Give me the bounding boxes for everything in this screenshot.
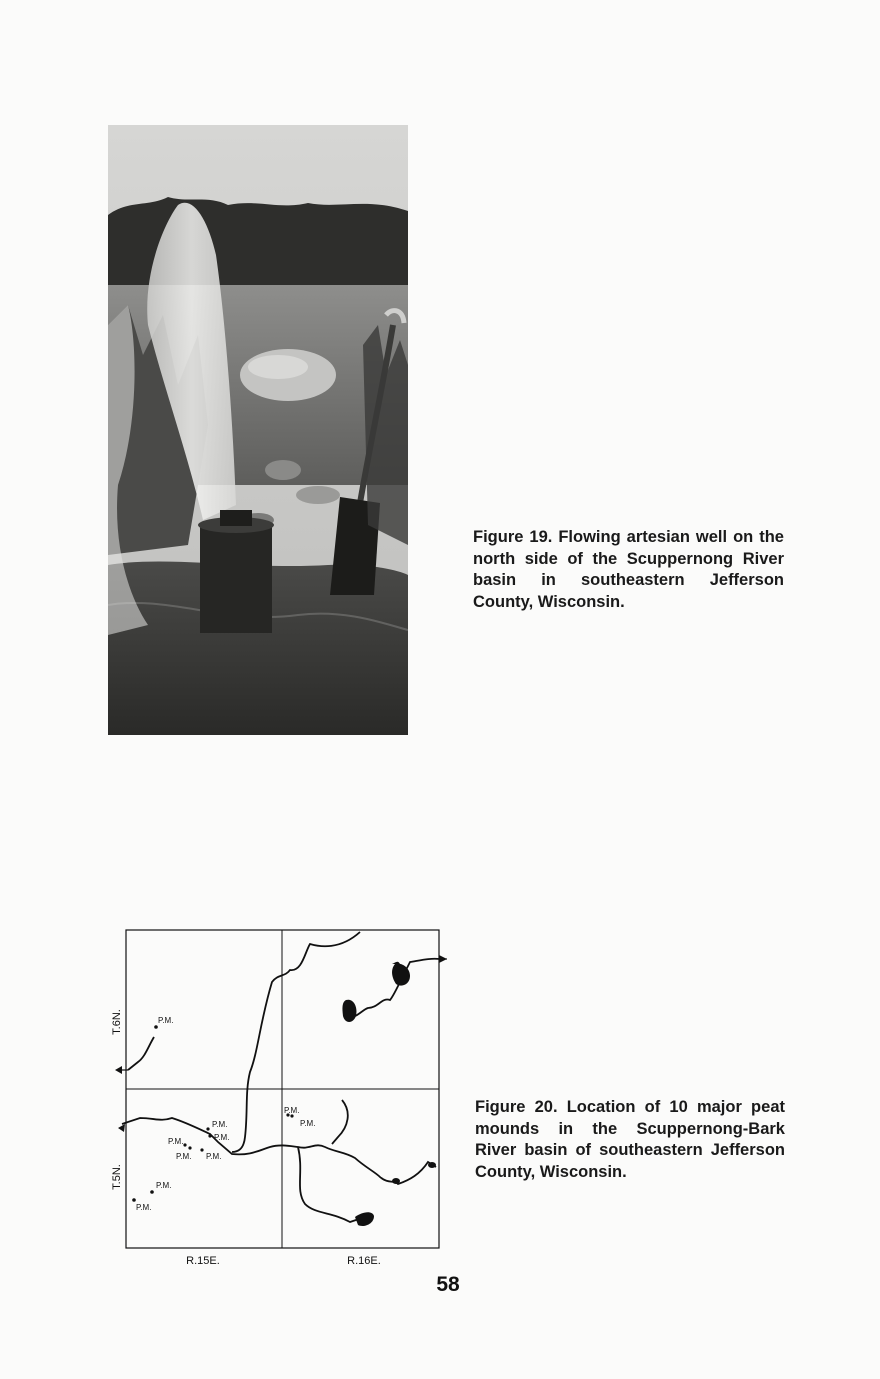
- pm-label: P.M.: [156, 1181, 172, 1190]
- peat-mound-labels: [136, 1016, 315, 1212]
- pm-label: P.M.: [206, 1152, 222, 1161]
- pm-label: P.M.: [136, 1203, 152, 1212]
- peat-mound-points: [132, 1025, 293, 1202]
- peat-mound-location-map: [110, 922, 455, 1272]
- township-label-t6n: T.6N.: [111, 1009, 123, 1035]
- range-label-r16e: R.16E.: [347, 1255, 381, 1267]
- township-label-t5n: T.5N.: [111, 1164, 123, 1190]
- artesian-well-photo: [108, 125, 408, 735]
- figure-20-caption: Figure 20. Location of 10 major peat mounds in the Scuppernong-Bark River basin of southeastern Jefferson County, Wisconsin.: [475, 1098, 785, 1181]
- pm-label: P.M.: [214, 1133, 230, 1142]
- lake-shapes: [342, 962, 436, 1226]
- page-number: 58: [436, 1273, 460, 1296]
- pm-label: P.M.: [300, 1119, 316, 1128]
- figure-19-caption: Figure 19. Flowing artesian well on the north side of the Scuppernong River basin in southeastern Jefferson County, Wisconsin.: [473, 528, 784, 611]
- river-network: [122, 932, 440, 1222]
- pm-label: P.M.: [284, 1106, 300, 1115]
- pm-label: P.M.: [158, 1016, 174, 1025]
- pm-label: P.M.: [176, 1152, 192, 1161]
- pm-label: P.M.: [168, 1137, 184, 1146]
- range-label-r15e: R.15E.: [186, 1255, 220, 1267]
- pm-label: P.M.: [212, 1120, 228, 1129]
